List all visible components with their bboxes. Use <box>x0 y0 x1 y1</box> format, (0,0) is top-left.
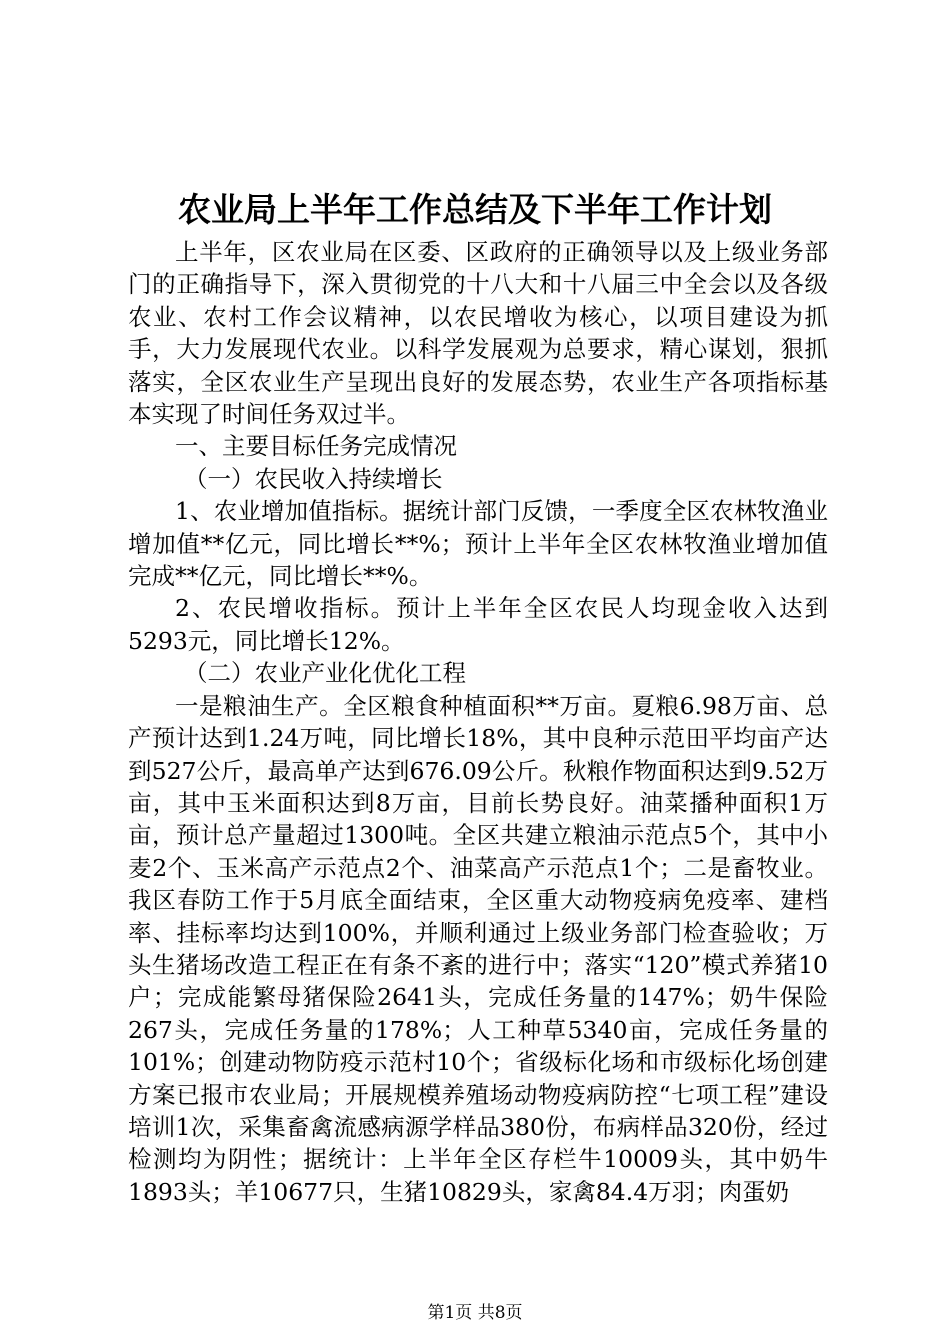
document-title: 农业局上半年工作总结及下半年工作计划 <box>178 190 772 229</box>
section-heading-1: 一、主要目标任务完成情况 <box>175 432 457 461</box>
document-body <box>128 236 828 1208</box>
item-paragraph-2: 2、农民增收指标。预计上半年全区农民人均现金收入达到5293元，同比增长12%。 <box>128 594 828 655</box>
page-number-footer: 第1页 共8页 <box>427 1303 523 1323</box>
intro-paragraph: 上半年，区农业局在区委、区政府的正确领导以及上级业务部门的正确指导下，深入贯彻党的十八大和十八届三中全会以及各级农业、农村工作会议精神，以农民增收为核心，以项目建设为抓手，大力发展现代农业。以科学发展观为总要求，精心谋划，狠抓落实，全区农业生产呈现出良好的发展态势，农业生产各项指标基本实现了时间任务双过半。 <box>128 238 828 429</box>
body-paragraph-grain: 一是粮油生产。全区粮食种植面积**万亩。夏粮6.98万亩、总产预计达到1.24万吨，同比增长18%，其中良种示范田平均亩产达到527公斤，最高单产达到676.09公斤。秋粮作物面积达到9.52万亩，其中玉米面积达到8万亩，目前长势良好。油菜播种面积1万亩，预计总产量超过1300吨。全区共建立粮油示范点5个，其中小麦2个、玉米高产示范点2个、油菜高产示范点1个；二是畜牧业。我区春防工作于5月底全面结束，全区重大动物疫病免疫率、建档率、挂标率均达到100%，并顺利通过上级业务部门检查验收；万头生猪场改造工程正在有条不紊的进行中；落实“120”模式养猪10户；完成能繁母猪保险2641头，完成任务量的147%；奶牛保险267头，完成任务量的178%；人工种草5340亩，完成任务量的101%；创建动物防疫示范村10个；省级标化场和市级标化场创建方案已报市农业局；开展规模养殖场动物疫病防控“七项工程”建设培训1次，采集畜禽流感病源学样品380份，布病样品320份，经过检测均为阴性；据统计：上半年全区存栏牛10009头，其中奶牛1893头；羊10677只，生猪10829头，家禽84.4万羽；肉蛋奶 <box>128 691 828 1206</box>
subsection-heading-2: （二）农业产业化优化工程 <box>184 659 466 688</box>
subsection-heading-1: （一）农民收入持续增长 <box>184 464 443 493</box>
item-paragraph-1: 1、农业增加值指标。据统计部门反馈，一季度全区农林牧渔业增加值**亿元，同比增长**%；预计上半年全区农林牧渔业增加值完成**亿元，同比增长**%。 <box>128 497 828 591</box>
